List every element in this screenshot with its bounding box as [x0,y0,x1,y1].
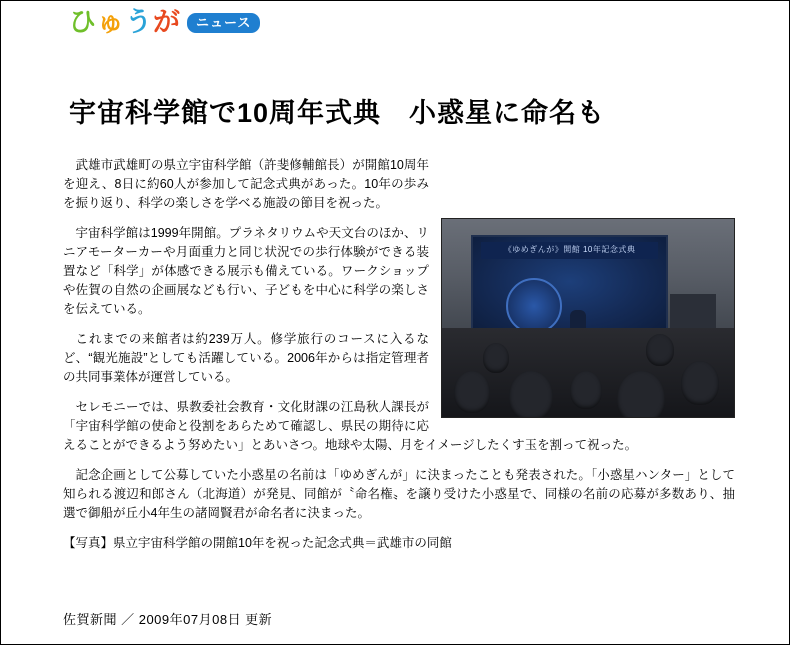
article-paragraph: 宇宙科学館は1999年開館。プラネタリウムや天文台のほか、リニアモーターカーや月面重力と同じ状況での歩行体験ができる装置など「科学」が体感できる展示も備えている。ワークショップや佐賀の自然の企画展なども行い、子どもを中心に科学の楽しさを伝えている。 [63,226,429,316]
photo-audience-head [617,371,665,418]
article-paragraph: 武雄市武雄町の県立宇宙科学館（許斐修輔館長）が開館10周年を迎え、8日に約60人が参加して記念式典があった。10年の歩みを振り返り、科学の楽しさを学べる施設の節目を祝った。 [63,158,429,210]
photo-audience-head [454,371,490,413]
site-logo[interactable]: ひゅうが [69,7,181,38]
site-masthead[interactable] [69,9,260,36]
article-paragraph: セレモニーでは、県教委社会教育・文化財課の江島秋人課長が「宇宙科学館の使命と役割をあらためて確認し、県民の期待に応えることができるよう努めたい」とあいさつ。地球や太陽、月をイメージしたくす玉を割って祝った。 [63,400,638,452]
photo-audience-head [509,371,553,418]
photo-audience-head [681,361,719,405]
photo-audience-head [570,371,602,409]
article-credit: 佐賀新聞 ／ 2009年07月08日 更新 [63,612,273,627]
photo-screen-text: 《ゆめぎんが》開館 10年記念式典 [481,242,658,259]
article-paragraph: 記念企画として公募していた小惑星の名前は「ゆめぎんが」に決まったことも発表された。「小惑星ハンター」として知られる渡辺和郎さん（北海道）が発見、同館が〝命名権〟を譲り受けた小惑星で、同様の名前の応募が多数あり、抽選で御船が丘小4年生の諸岡賢君が命名者に決まった。 [63,468,735,520]
photo-audience-head [646,334,674,366]
photo-audience-head [483,343,509,373]
photo-caption: 【写真】県立宇宙科学館の開館10年を祝った記念式典＝武雄市の同館 [63,536,452,550]
article-paragraph: これまでの来館者は約239万人。修学旅行のコースに入るなど、“観光施設”としても活躍している。2006年からは指定管理者の共同事業体が運営している。 [63,332,429,384]
news-badge[interactable]: ニュース [187,13,260,33]
article-body [63,156,735,553]
page-title: 宇宙科学館で10周年式典 小惑星に命名も [69,98,606,129]
article-photo [441,218,735,418]
